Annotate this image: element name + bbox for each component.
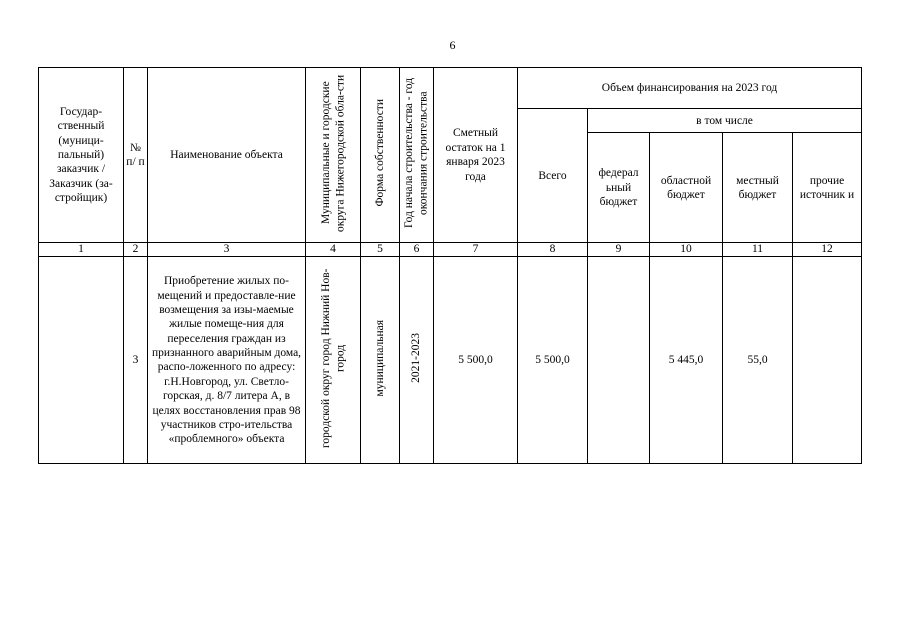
row-object-name: Приобретение жилых по-мещений и предоставле-ние возмещения за изы-маемые жилые помеще-ния для переселения граждан из признанного аварийным дома, распо-ложенного по адресу: г.Н.Новгород, ул. Светло-горская, д. 8/7 литера А, в целях восстановления прав 98 участников стро-ительства «проблемного» объекта (148, 257, 306, 464)
header-object-name: Наименование объекта (148, 68, 306, 243)
header-federal: федерал ьный бюджет (588, 133, 650, 243)
header-years: Год начала строительства - год окончания строительства (403, 77, 430, 229)
row-balance: 5 500,0 (434, 257, 518, 464)
column-number: 2 (124, 243, 148, 257)
row-municipality: городской округ город Нижний Нов-город (319, 268, 346, 448)
row-municipality-cell (306, 257, 361, 464)
table-row (39, 257, 862, 464)
header-balance: Сметный остаток на 1 января 2023 года (434, 68, 518, 243)
row-total: 5 500,0 (518, 257, 588, 464)
column-number: 11 (723, 243, 793, 257)
column-number: 7 (434, 243, 518, 257)
column-number: 9 (588, 243, 650, 257)
header-municipality-cell (306, 68, 361, 243)
column-number: 1 (39, 243, 124, 257)
header-funding-group: Объем финансирования на 2023 год (518, 68, 862, 109)
column-number: 12 (793, 243, 862, 257)
header-ownership-cell (361, 68, 400, 243)
row-other (793, 257, 862, 464)
row-local: 55,0 (723, 257, 793, 464)
column-number: 5 (361, 243, 400, 257)
header-including: в том числе (588, 109, 862, 133)
header-total: Всего (518, 109, 588, 243)
header-local: местный бюджет (723, 133, 793, 243)
financing-table (38, 67, 862, 464)
header-ownership: Форма собственности (373, 99, 386, 207)
column-number: 10 (650, 243, 723, 257)
row-ownership-cell (361, 257, 400, 464)
column-numbers-row (39, 243, 862, 257)
header-customer: Государ-ственный (муници-пальный) заказчик / Заказчик (за-стройщик) (39, 68, 124, 243)
row-years-cell (400, 257, 434, 464)
header-other: прочие источник и (793, 133, 862, 243)
row-federal (588, 257, 650, 464)
header-regional: областной бюджет (650, 133, 723, 243)
column-number: 6 (400, 243, 434, 257)
column-number: 3 (148, 243, 306, 257)
header-municipality: Муниципальные и городские округа Нижегородской обла-сти (319, 74, 346, 232)
header-years-cell (400, 68, 434, 243)
row-ownership: муниципальная (373, 319, 386, 397)
row-regional: 5 445,0 (650, 257, 723, 464)
row-customer (39, 257, 124, 464)
column-number: 8 (518, 243, 588, 257)
row-num: 3 (124, 257, 148, 464)
header-row-1 (39, 68, 862, 109)
header-num: № п/ п (124, 68, 148, 243)
page-number: 6 (449, 38, 456, 52)
column-number: 4 (306, 243, 361, 257)
row-years: 2021-2023 (410, 333, 423, 384)
